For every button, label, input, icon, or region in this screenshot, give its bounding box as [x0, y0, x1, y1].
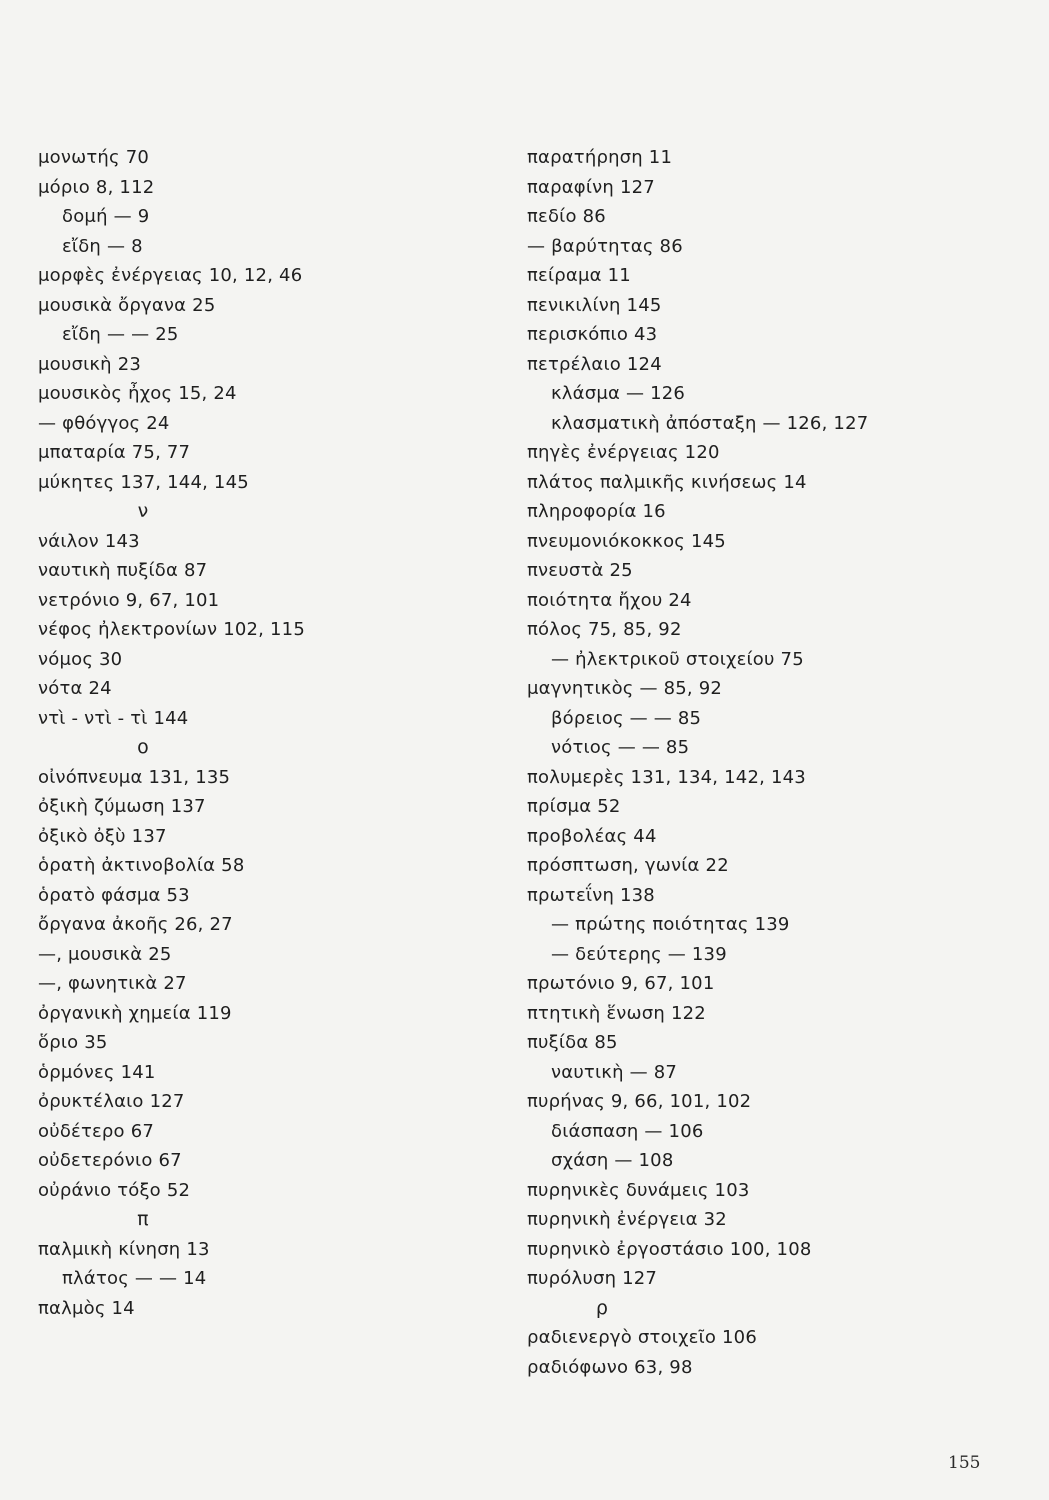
left-index-entry: ὅριο 35 — [38, 1032, 108, 1053]
right-index-entry: βόρειος — — 85 — [551, 707, 702, 729]
left-section-letter: π — [137, 1208, 149, 1230]
left-index-entry: μορφὲς ἐνέργειας 10, 12, 46 — [38, 265, 303, 286]
right-index-entry: πυρόλυση 127 — [527, 1268, 658, 1289]
left-index-entry: εἴδη — 8 — [62, 235, 143, 257]
right-index-entry: πόλος 75, 85, 92 — [527, 619, 682, 640]
right-index-entry: μαγνητικὸς — 85, 92 — [527, 678, 723, 699]
right-index-entry: πυρηνικὸ ἐργοστάσιο 100, 108 — [527, 1238, 812, 1260]
left-index-entry: οὐράνιο τόξο 52 — [38, 1179, 191, 1201]
left-index-entry: μύκητες 137, 144, 145 — [38, 471, 249, 493]
left-index-entry: νετρόνιο 9, 67, 101 — [38, 589, 220, 611]
right-index-entry: πυρήνας 9, 66, 101, 102 — [527, 1091, 752, 1112]
right-index-entry: πρωτεΐνη 138 — [527, 884, 655, 906]
left-index-entry: —, μουσικὰ 25 — [38, 943, 172, 965]
left-index-entry: ντὶ - ντὶ - τὶ 144 — [38, 707, 189, 729]
right-index-entry: πενικιλίνη 145 — [527, 294, 662, 316]
right-index-entry: παραφίνη 127 — [527, 176, 655, 198]
left-index-entry: οὐδετερόνιο 67 — [38, 1150, 182, 1171]
right-index-entry: σχάση — 108 — [551, 1150, 674, 1171]
index-column-left — [38, 143, 458, 1323]
right-index-entry: — δεύτερης — 139 — [551, 943, 727, 965]
left-index-entry: ὀξικὸ ὀξὺ 137 — [38, 825, 167, 847]
left-index-entry: μουσικὰ ὄργανα 25 — [38, 294, 216, 316]
right-index-entry: πρωτόνιο 9, 67, 101 — [527, 973, 715, 994]
right-index-entry: νότιος — — 85 — [551, 737, 690, 758]
left-index-entry: ὄργανα ἀκοῆς 26, 27 — [38, 914, 233, 935]
left-index-entry: ὀργανικὴ χημεία 119 — [38, 1002, 232, 1024]
left-index-entry: οὐδέτερο 67 — [38, 1120, 155, 1142]
right-index-entry: πετρέλαιο 124 — [527, 353, 662, 375]
left-index-entry: νόμος 30 — [38, 648, 123, 670]
left-index-entry: —, φωνητικὰ 27 — [38, 973, 187, 994]
left-index-entry: μουσικὴ 23 — [38, 353, 142, 375]
index-column-right — [527, 143, 987, 1382]
right-index-entry: — πρώτης ποιότητας 139 — [551, 914, 790, 935]
right-index-entry: ποιότητα ἤχου 24 — [527, 589, 692, 611]
left-index-entry: — φθόγγος 24 — [38, 412, 170, 434]
right-index-entry: κλασματικὴ ἀπόσταξη — 126, 127 — [551, 412, 869, 434]
left-index-entry: εἴδη — — 25 — [62, 324, 179, 345]
right-index-entry: πυξίδα 85 — [527, 1032, 618, 1053]
right-index-entry: πτητικὴ ἕνωση 122 — [527, 1002, 706, 1024]
left-index-entry: μουσικὸς ἦχος 15, 24 — [38, 383, 237, 404]
right-index-entry: πηγὲς ἐνέργειας 120 — [527, 442, 720, 463]
right-index-entry: πυρηνικὴ ἐνέργεια 32 — [527, 1209, 727, 1230]
right-index-entry: ραδιόφωνο 63, 98 — [527, 1356, 693, 1378]
left-index-entry: ὁρμόνες 141 — [38, 1061, 156, 1083]
right-index-entry: πρόσπτωση, γωνία 22 — [527, 855, 729, 876]
left-index-entry: οἰνόπνευμα 131, 135 — [38, 766, 231, 788]
right-index-entry: ναυτικὴ — 87 — [551, 1061, 678, 1083]
left-index-entry: νότα 24 — [38, 678, 112, 699]
right-index-entry: πνευστὰ 25 — [527, 560, 633, 581]
right-index-entry: — βαρύτητας 86 — [527, 235, 683, 257]
left-index-entry: δομή — 9 — [62, 206, 150, 227]
right-index-entry: πεδίο 86 — [527, 206, 606, 227]
left-index-entry: μπαταρία 75, 77 — [38, 442, 191, 463]
left-index-entry: μονωτής 70 — [38, 147, 150, 168]
left-index-entry: ναυτικὴ πυξίδα 87 — [38, 560, 208, 581]
left-index-entry: νάιλον 143 — [38, 530, 140, 552]
right-index-entry: διάσπαση — 106 — [551, 1120, 704, 1142]
left-index-entry: νέφος ἠλεκτρονίων 102, 115 — [38, 619, 305, 640]
right-index-entry: πνευμονιόκοκκος 145 — [527, 530, 726, 552]
page-number: 155 — [948, 1453, 981, 1473]
right-index-entry: ραδιενεργὸ στοιχεῖο 106 — [527, 1327, 757, 1348]
right-index-entry: πλάτος παλμικῆς κινήσεως 14 — [527, 471, 807, 493]
right-index-entry: πυρηνικὲς δυνάμεις 103 — [527, 1179, 750, 1201]
left-index-entry: παλμικὴ κίνηση 13 — [38, 1238, 210, 1260]
right-index-entry: πείραμα 11 — [527, 265, 631, 286]
left-index-entry: ὀρυκτέλαιο 127 — [38, 1091, 185, 1112]
right-index-entry: πολυμερὲς 131, 134, 142, 143 — [527, 766, 806, 788]
right-index-entry: κλάσμα — 126 — [551, 383, 686, 404]
right-index-entry: — ἠλεκτρικοῦ στοιχείου 75 — [551, 648, 804, 670]
left-section-letter: ν — [137, 500, 149, 522]
right-index-entry: προβολέας 44 — [527, 825, 657, 847]
right-index-entry: παρατήρηση 11 — [527, 147, 673, 168]
left-index-entry: παλμὸς 14 — [38, 1297, 135, 1319]
left-index-entry: μόριο 8, 112 — [38, 176, 155, 198]
right-index-entry: πρίσμα 52 — [527, 796, 621, 817]
right-index-entry: περισκόπιο 43 — [527, 324, 658, 345]
left-index-entry: πλάτος — — 14 — [62, 1268, 207, 1289]
left-index-entry: ὁρατὸ φάσμα 53 — [38, 884, 190, 906]
right-section-letter: ρ — [595, 1296, 609, 1319]
left-index-entry: ὀξικὴ ζύμωση 137 — [38, 796, 206, 817]
right-index-entry: πληροφορία 16 — [527, 501, 666, 522]
left-index-entry: ὁρατὴ ἀκτινοβολία 58 — [38, 855, 245, 876]
left-section-letter: ο — [137, 736, 149, 758]
